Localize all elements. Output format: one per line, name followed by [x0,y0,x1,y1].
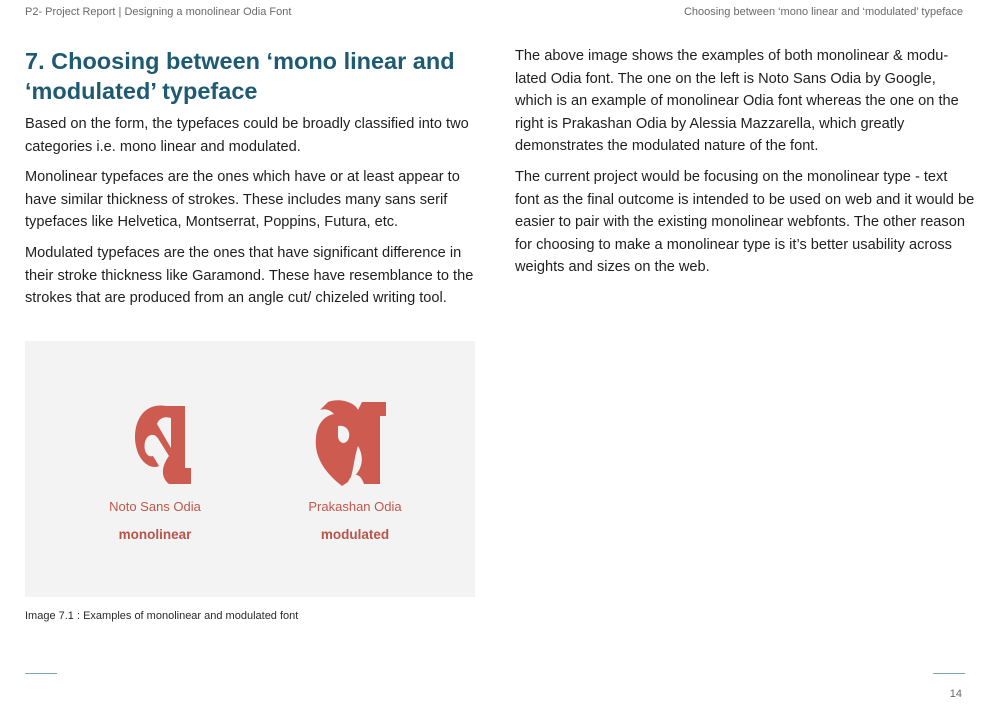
paragraph: Monolinear typefaces are the ones which have or at least appear to have similar thickness of strokes. These includes many sans serif typefaces like Helvetica, Montserrat, Poppins, Futura, etc. [25,169,460,231]
paragraph: The current project would be focusing on the monolinear type - text font as the final outcome is intended to be used on web and it would be easier to pair with the existing monolinear webfonts. The other reason for choosing to make a monolinear type is it’s better usability across weights and sizes on the web. [515,168,975,276]
right-font-type: modulated [320,527,390,542]
section-title-line2: ‘modulated’ typeface [25,78,258,104]
paragraph: Modulated typefaces are the ones that have significant difference in their stroke thickness like Garamond. These have resemblance to the strokes that are produced from an angle cut/ chizeled writing tool. [25,244,474,307]
font-comparison-figure [25,341,475,597]
figure-caption: Image 7.1 : Examples of monolinear and modulated font [25,610,299,622]
left-font-type: monolinear [118,527,192,542]
section-title [25,46,485,106]
footer-rule-right [933,673,965,674]
left-font-name: Noto Sans Odia [109,499,201,514]
header-left: P2- Project Report | Designing a monolinear Odia Font [25,6,292,18]
header-right: Choosing between ‘mono linear and ‘modulated’ typeface [683,6,963,18]
page-number: 14 [949,688,962,700]
glyph-shape [135,406,191,484]
paragraph: Based on the form, the typefaces could be broadly classified into two categories i.e. mono linear and modulated. [25,116,469,155]
noto-odia-glyph-icon [129,398,199,490]
left-column [25,113,490,318]
footer-rule-left [25,673,57,674]
prakashan-odia-glyph-icon [312,398,392,490]
section-title-line1: 7. Choosing between ‘mono linear and [25,48,455,74]
glyph-shape [316,400,386,486]
right-font-name: Prakashan Odia [308,499,402,514]
right-column [515,45,975,287]
paragraph: The above image shows the examples of both monolinear & modu- lated Odia font. The one on the left is Noto Sans Odia by Google, which is an example of monolinear Odia font whereas the one on the right is Prakashan Odia by Alessia Mazzarella, which greatly demonstrates the modulated nature of the font. [515,48,959,155]
